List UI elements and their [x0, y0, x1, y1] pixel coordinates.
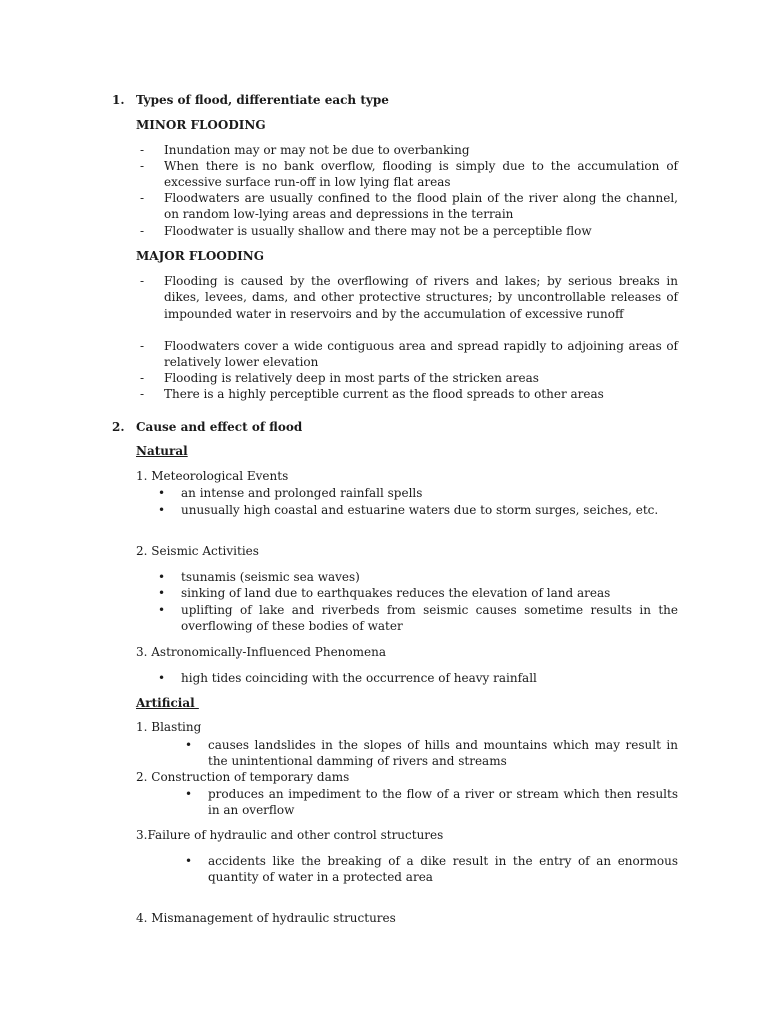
list-item — [140, 142, 678, 158]
list-item-text: Inundation may or may not be due to overbanking — [164, 143, 470, 157]
dash-marker: - — [140, 224, 145, 238]
list-item-text: Floodwaters cover a wide contiguous area and spread rapidly to adjoining areas of relatively lower elevation — [164, 339, 678, 370]
list-item — [185, 737, 678, 770]
dash-marker: - — [140, 387, 145, 401]
list-item-text: unusually high coastal and estuarine waters due to storm surges, seiches, etc. — [181, 503, 659, 517]
section-2-number: 2. — [112, 420, 125, 434]
natural-group-label: 3. Astronomically-Influenced Phenomena — [136, 645, 386, 659]
list-item-text: Floodwater is usually shallow and there may not be a perceptible flow — [164, 224, 592, 238]
list-item — [185, 786, 678, 819]
list-item-text: produces an impediment to the flow of a river or stream which then results in an overflow — [208, 787, 678, 818]
artificial-heading: Artificial — [136, 696, 199, 710]
list-item — [158, 585, 678, 601]
list-item — [158, 670, 678, 686]
section-1-title: Types of flood, differentiate each type — [136, 93, 389, 107]
list-item — [158, 502, 678, 518]
list-item-text: sinking of land due to earthquakes reduces the elevation of land areas — [181, 586, 611, 600]
artificial-group-label: 1. Blasting — [136, 720, 202, 734]
list-item-text: an intense and prolonged rainfall spells — [181, 486, 423, 500]
list-item — [140, 370, 678, 386]
minor-flooding-heading: MINOR FLOODING — [136, 118, 266, 132]
list-item — [140, 158, 678, 191]
list-item — [158, 485, 678, 501]
bullet-marker: • — [185, 787, 193, 801]
natural-heading: Natural — [136, 444, 188, 458]
bullet-marker: • — [158, 603, 166, 617]
artificial-group-label: 4. Mismanagement of hydraulic structures — [136, 911, 396, 925]
bullet-marker: • — [158, 570, 166, 584]
list-item — [140, 386, 678, 402]
bullet-marker: • — [158, 486, 166, 500]
natural-group-label: 1. Meteorological Events — [136, 469, 289, 483]
list-item-text: When there is no bank overflow, flooding is simply due to the accumulation of excessive surface run-off in low lying flat areas — [164, 159, 678, 190]
list-item-text: uplifting of lake and riverbeds from seismic causes sometime results in the overflowing of these bodies of water — [181, 603, 678, 634]
list-item-text: Flooding is caused by the overflowing of rivers and lakes; by serious breaks in dikes, levees, dams, and other protective structures; by uncontrollable releases of impounded water in reservoirs and by the accumulation of excessive runoff — [164, 274, 678, 321]
natural-group-label: 2. Seismic Activities — [136, 544, 259, 558]
bullet-marker: • — [158, 586, 166, 600]
list-item — [185, 853, 678, 886]
list-item — [140, 190, 678, 223]
dash-marker: - — [140, 143, 145, 157]
list-item — [158, 569, 678, 585]
list-item — [158, 602, 678, 635]
bullet-marker: • — [158, 503, 166, 517]
list-item-text: accidents like the breaking of a dike result in the entry of an enormous quantity of water in a protected area — [208, 854, 678, 885]
list-item-text: tsunamis (seismic sea waves) — [181, 570, 360, 584]
list-item-text: There is a highly perceptible current as the flood spreads to other areas — [164, 387, 604, 401]
list-item — [140, 338, 678, 371]
section-2-title: Cause and effect of flood — [136, 420, 303, 434]
list-item-text: Flooding is relatively deep in most parts of the stricken areas — [164, 371, 539, 385]
list-item-text: high tides coinciding with the occurrence of heavy rainfall — [181, 671, 537, 685]
list-item — [140, 223, 678, 239]
dash-marker: - — [140, 339, 145, 353]
bullet-marker: • — [158, 671, 166, 685]
bullet-marker: • — [185, 854, 193, 868]
section-1-number: 1. — [112, 93, 125, 107]
list-item-text: causes landslides in the slopes of hills and mountains which may result in the unintentional damming of rivers and streams — [208, 738, 678, 769]
list-item-text: Floodwaters are usually confined to the flood plain of the river along the channel, on random low-lying areas and depressions in the terrain — [164, 191, 678, 222]
list-item — [140, 273, 678, 322]
dash-marker: - — [140, 191, 145, 205]
bullet-marker: • — [185, 738, 193, 752]
artificial-group-label: 2. Construction of temporary dams — [136, 770, 350, 784]
artificial-group-label: 3.Failure of hydraulic and other control structures — [136, 828, 444, 842]
dash-marker: - — [140, 159, 145, 173]
dash-marker: - — [140, 274, 145, 288]
dash-marker: - — [140, 371, 145, 385]
major-flooding-heading: MAJOR FLOODING — [136, 249, 264, 263]
